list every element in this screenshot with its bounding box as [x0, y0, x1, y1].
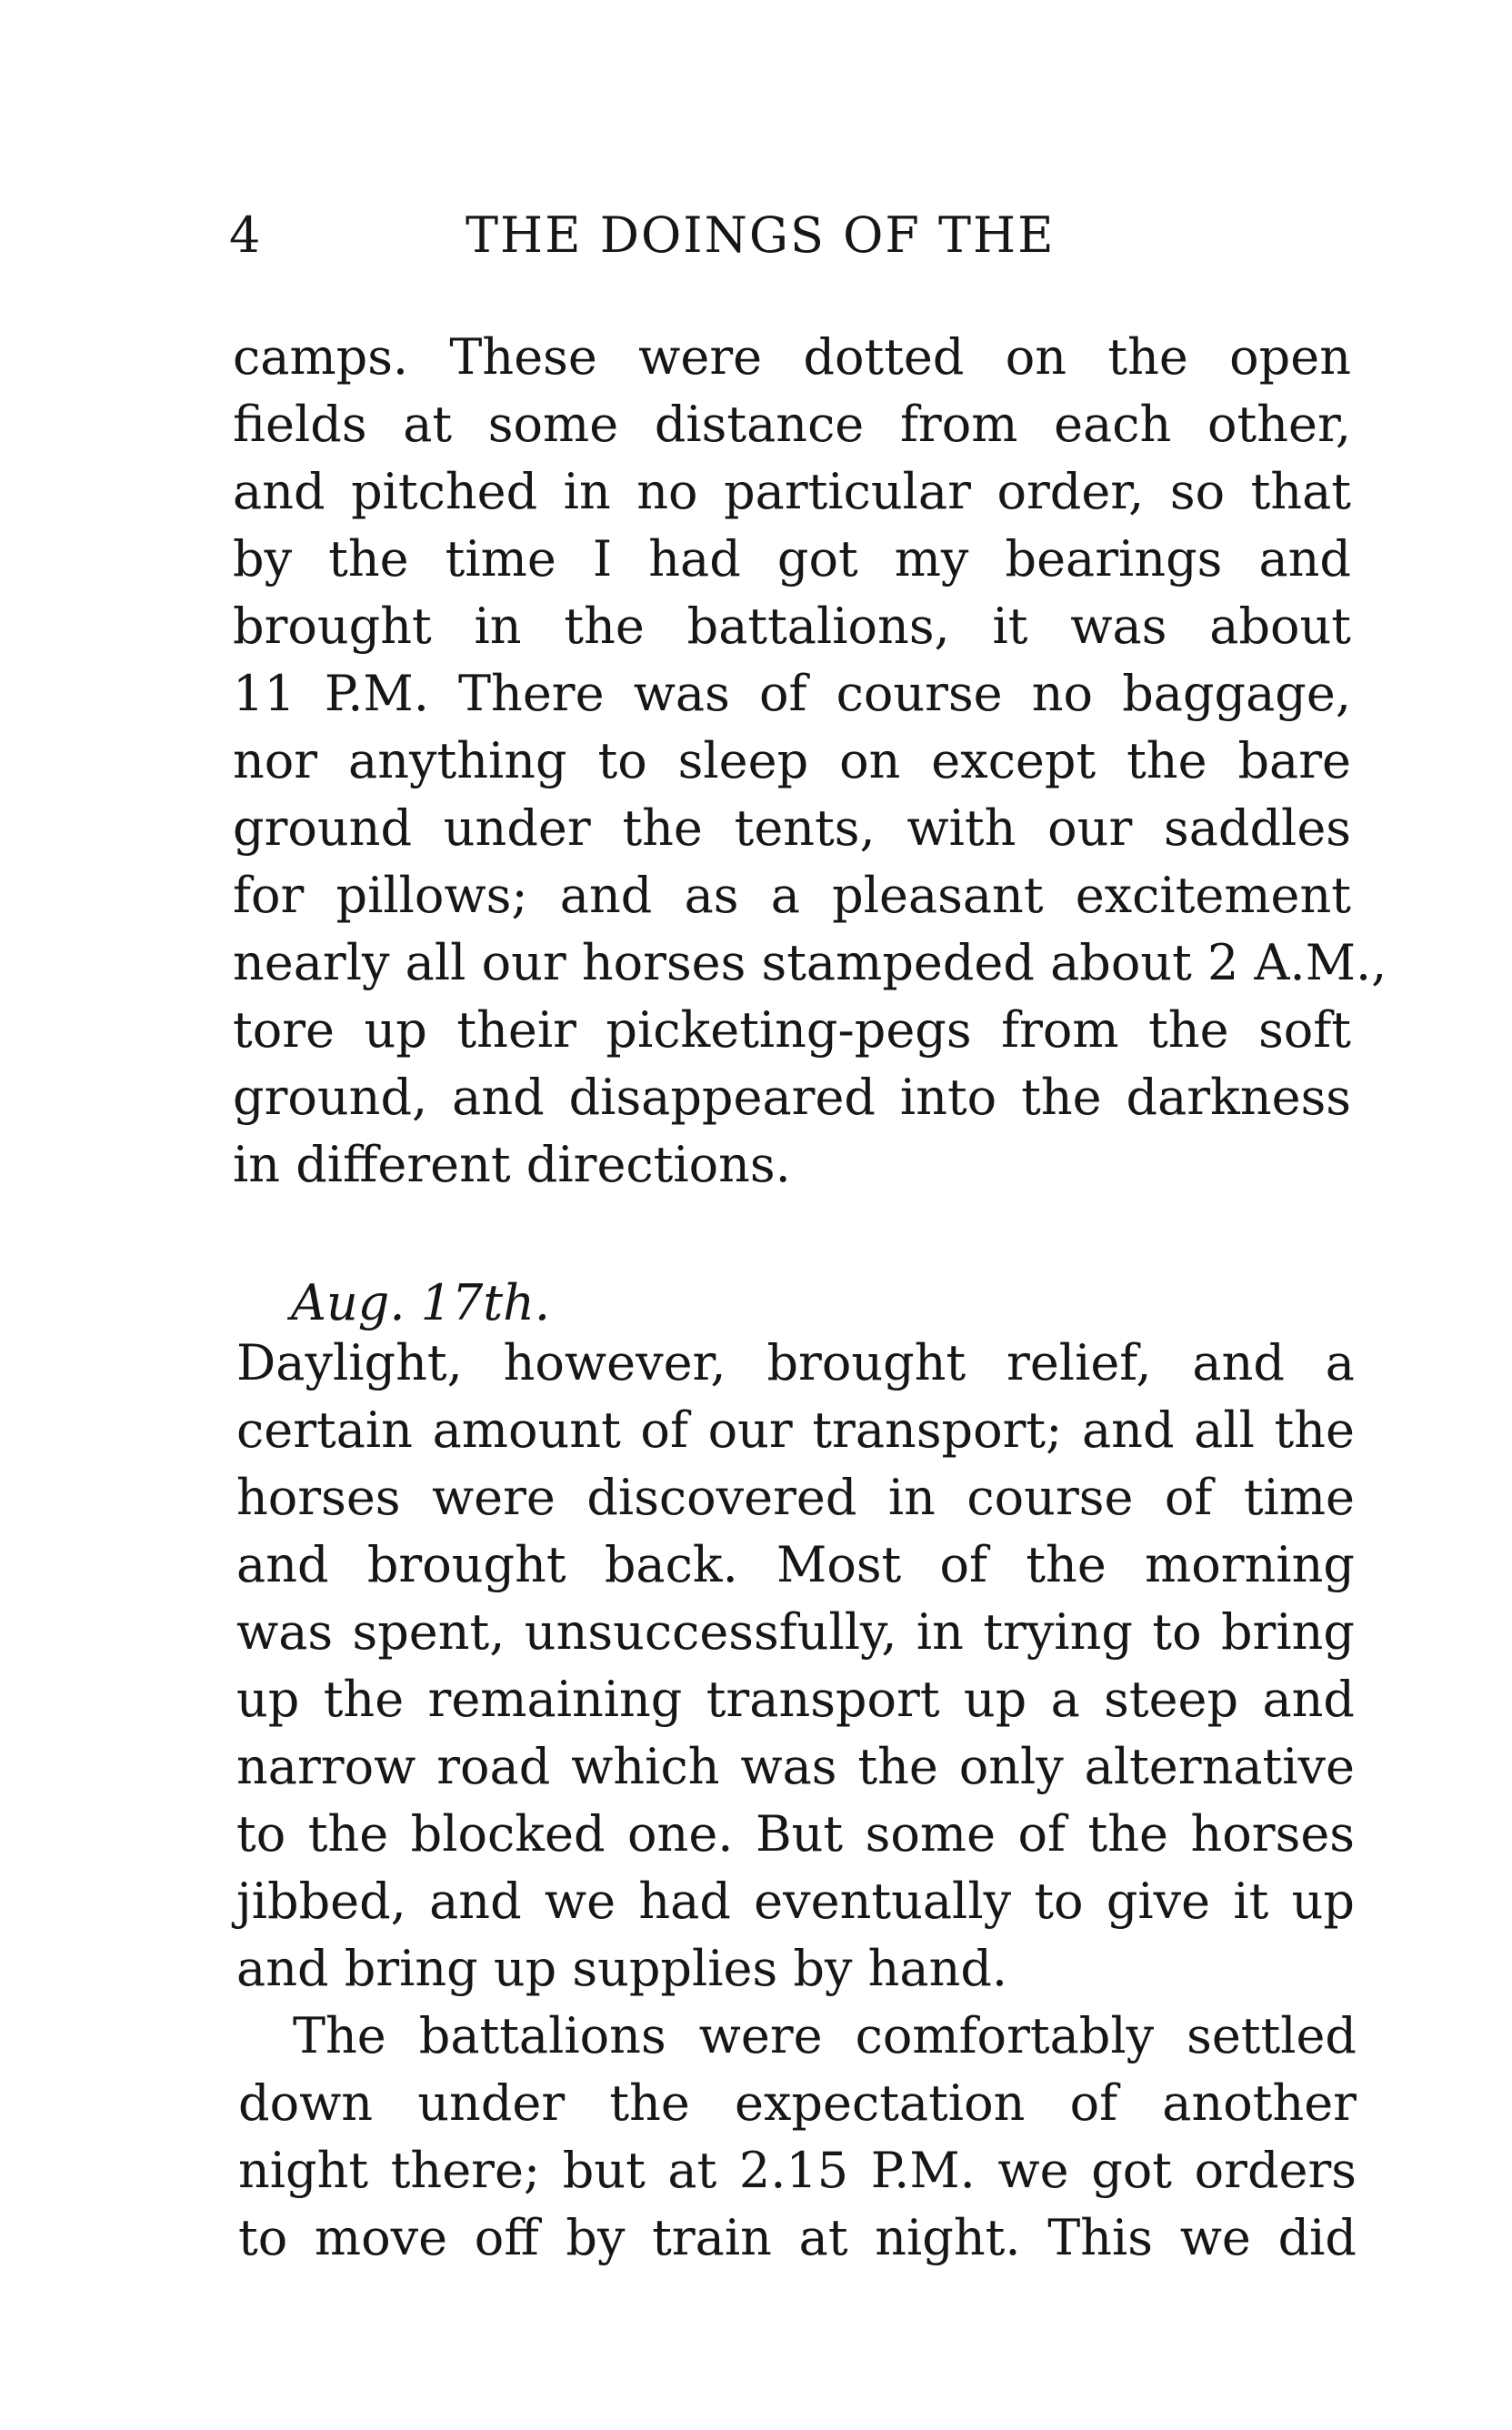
text-line: Daylight, however, brought relief, and a — [236, 1334, 1355, 1391]
text-line: down under the expectation of another — [238, 2074, 1357, 2132]
text-line: and pitched in no particular order, so that — [233, 463, 1351, 520]
text-line: jibbed, and we had eventually to give it up — [236, 1873, 1355, 1930]
text-line: 11 P.M. There was of course no baggage, — [233, 665, 1351, 722]
text-line: night there; but at 2.15 P.M. we got orders — [238, 2142, 1357, 2199]
text-line: to move off by train at night. This we did — [238, 2209, 1357, 2266]
text-line: to the blocked one. But some of the horses — [236, 1805, 1355, 1863]
text-line: brought in the battalions, it was about — [233, 597, 1351, 655]
text-line: nor anything to sleep on except the bare — [233, 732, 1351, 789]
running-head: THE DOINGS OF THE — [466, 206, 1056, 264]
text-line: ground, and disappeared into the darkness — [233, 1069, 1351, 1126]
text-line: nearly all our horses stampeded about 2 A.M., — [233, 934, 1387, 991]
text-line: camps. These were dotted on the open — [233, 328, 1351, 386]
text-line: horses were discovered in course of time — [236, 1469, 1355, 1526]
text-line: The battalions were comfortably settled — [293, 2007, 1357, 2064]
text-line: up the remaining transport up a steep and — [236, 1671, 1355, 1728]
page-number: 4 — [229, 206, 262, 264]
text-line: for pillows; and as a pleasant excitement — [233, 867, 1351, 924]
text-line: fields at some distance from each other, — [233, 396, 1351, 453]
text-line: was spent, unsuccessfully, in trying to bring — [236, 1603, 1355, 1661]
date-heading: Aug. 17th. — [291, 1274, 551, 1331]
text-line: narrow road which was the only alternative — [236, 1738, 1355, 1795]
text-line: tore up their picketing-pegs from the soft — [233, 1001, 1351, 1059]
text-line: ground under the tents, with our saddles — [233, 799, 1351, 857]
text-line: in different directions. — [233, 1136, 791, 1193]
text-line: by the time I had got my bearings and — [233, 530, 1351, 587]
page-header — [229, 204, 1138, 267]
text-line: and brought back. Most of the morning — [236, 1536, 1355, 1593]
text-line: certain amount of our transport; and all the — [236, 1401, 1355, 1459]
text-line: and bring up supplies by hand. — [236, 1940, 1008, 1997]
